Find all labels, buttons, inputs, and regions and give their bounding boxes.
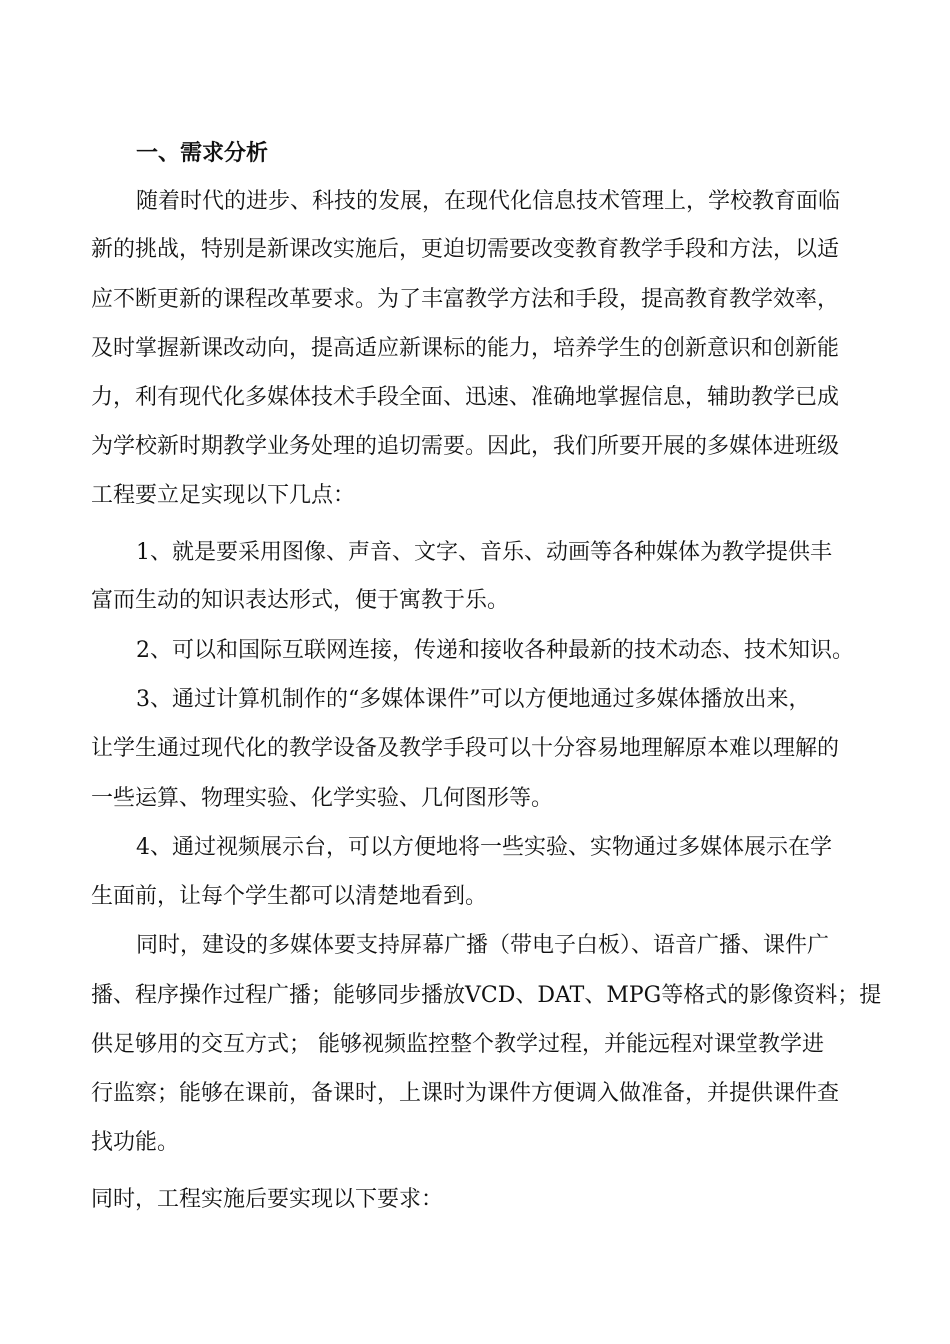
paragraph-line: 新的挑战，特别是新课改实施后，更迫切需要改变教育教学手段和方法，以适 bbox=[91, 237, 840, 262]
paragraph-line: 播、程序操作过程广播；能够同步播放VCD、DAT、MPG等格式的影像资料；提 bbox=[91, 983, 882, 1008]
list-item-line: 一些运算、物理实验、化学实验、几何图形等。 bbox=[91, 786, 554, 811]
section-heading: 一、需求分析 bbox=[136, 140, 269, 166]
paragraph-line: 同时，建设的多媒体要支持屏幕广播（带电子白板）、语音广播、课件广 bbox=[136, 933, 830, 958]
paragraph-line: 工程要立足实现以下几点： bbox=[91, 483, 356, 508]
paragraph-line: 行监察；能够在课前，备课时，上课时为课件方便调入做准备，并提供课件查 bbox=[91, 1081, 840, 1106]
paragraph-line: 为学校新时期教学业务处理的追切需要。因此，我们所要开展的多媒体进班级 bbox=[91, 434, 840, 459]
list-item-line: 2、可以和国际互联网连接，传递和接收各种最新的技术动态、技术知识。 bbox=[136, 638, 854, 663]
paragraph-line: 应不断更新的课程改革要求。为了丰富教学方法和手段，提高教育教学效率， bbox=[91, 287, 840, 312]
list-item-line: 生面前，让每个学生都可以清楚地看到。 bbox=[91, 884, 488, 909]
list-item-line: 4、通过视频展示台，可以方便地将一些实验、实物通过多媒体展示在学 bbox=[136, 835, 832, 860]
paragraph-line: 随着时代的进步、科技的发展，在现代化信息技术管理上，学校教育面临 bbox=[136, 189, 841, 214]
paragraph-line: 及时掌握新课改动向，提高适应新课标的能力，培养学生的创新意识和创新能 bbox=[91, 336, 840, 361]
list-item-line: 3、通过计算机制作的“多媒体课件”可以方便地通过多媒体播放出来， bbox=[136, 687, 811, 712]
paragraph-line: 找功能。 bbox=[91, 1130, 180, 1155]
closing-line: 同时，工程实施后要实现以下要求： bbox=[91, 1187, 444, 1212]
list-item-line: 富而生动的知识表达形式，便于寓教于乐。 bbox=[91, 588, 510, 613]
paragraph-line: 供足够用的交互方式； 能够视频监控整个教学过程，并能远程对课堂教学进 bbox=[91, 1032, 824, 1057]
paragraph-line: 力，利有现代化多媒体技术手段全面、迅速、准确地掌握信息，辅助教学已成 bbox=[91, 385, 840, 410]
list-item-line: 1、就是要采用图像、声音、文字、音乐、动画等各种媒体为教学提供丰 bbox=[136, 540, 832, 565]
list-item-line: 让学生通过现代化的教学设备及教学手段可以十分容易地理解原本难以理解的 bbox=[91, 736, 840, 761]
